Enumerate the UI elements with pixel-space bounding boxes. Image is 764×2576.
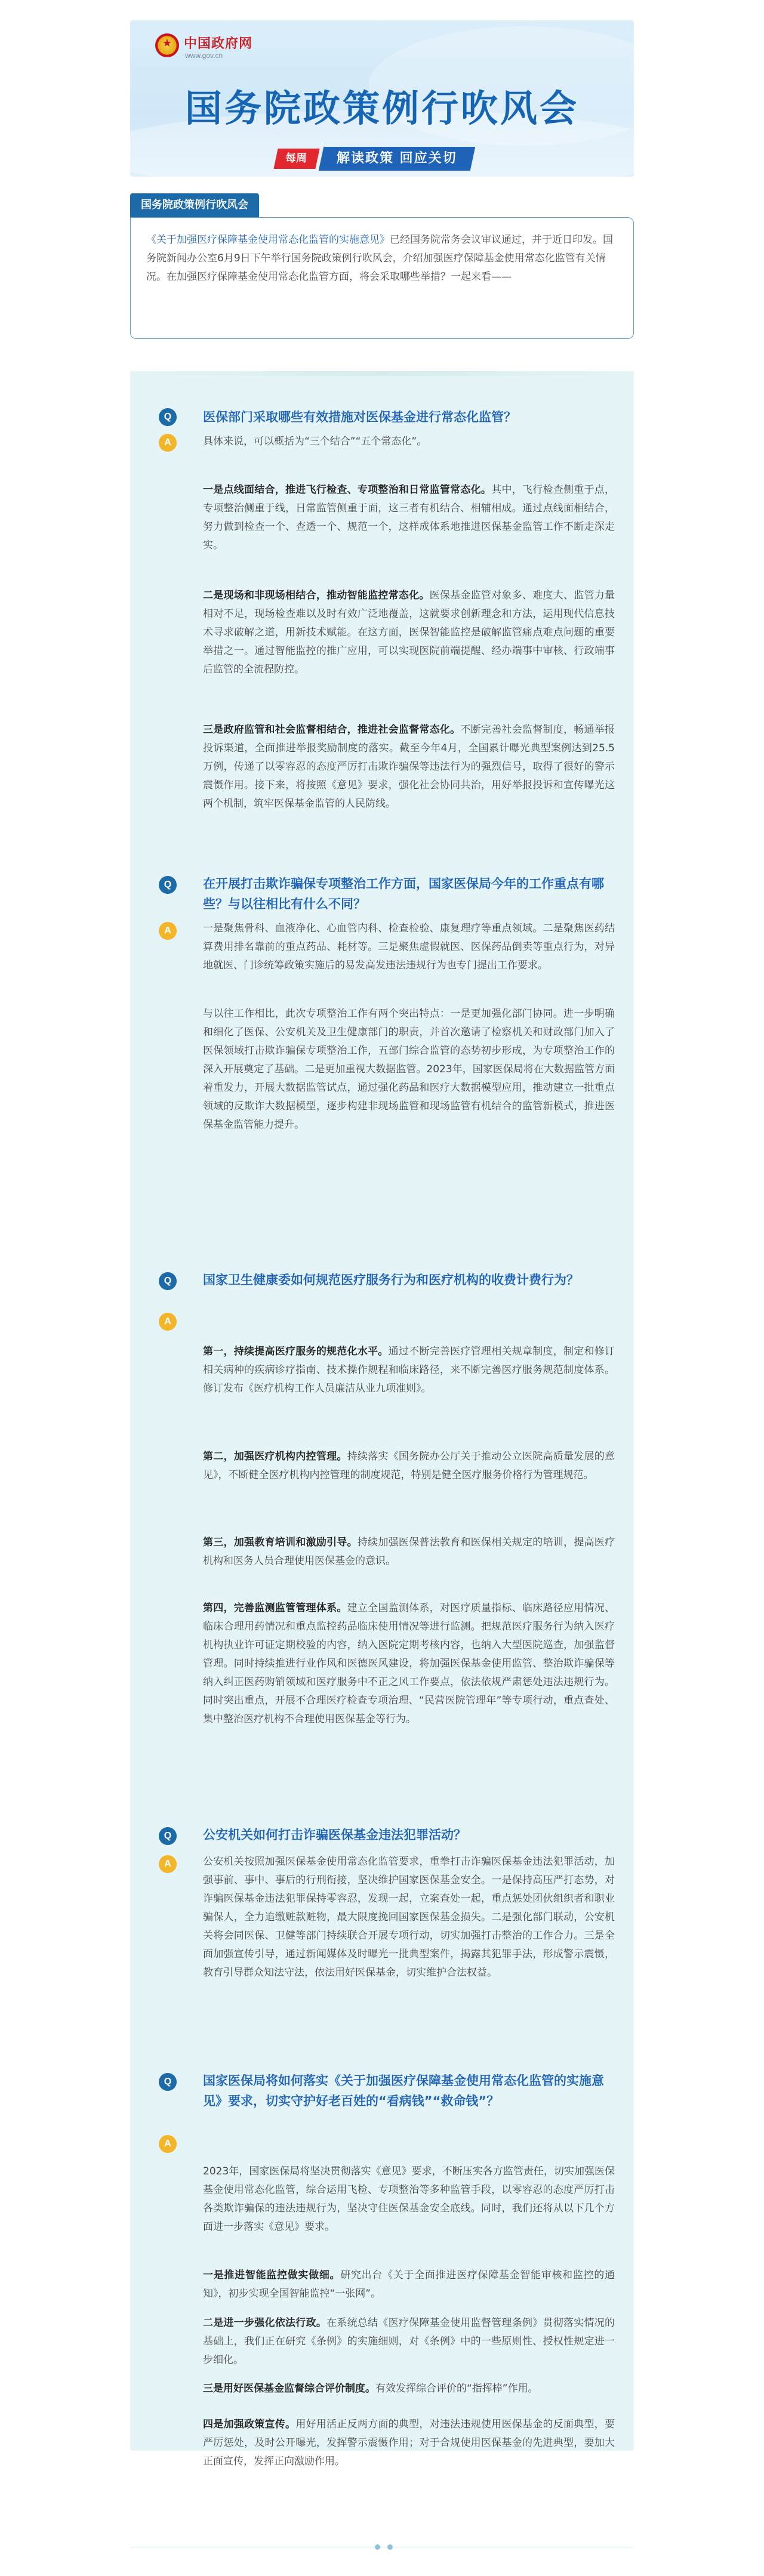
question-badge: Q [159,1272,177,1290]
answer-5-para-3: 二是进一步强化依法行政。在系统总结《医疗保障基金使用监督管理条例》贯彻落实情况的基础上，我们正在研究《条例》的实施细则，对《条例》中的一些原则性、授权性规定进一步细化。 [203,2317,615,2366]
weekly-tag: 每周 [273,149,319,169]
answer-5-para-5: 四是加强政策宣传。用好用活正反两方面的典型，对违法违规使用医保基金的反面典型，要严厉惩处，及时公开曝光，发挥警示震慑作用；对于合规使用医保基金的先进典型，要加大正面宣传，发挥正向激励作用。 [203,2418,615,2467]
question-3: 国家卫生健康委如何规范医疗服务行为和医疗机构的收费计费行为？ [203,1273,579,1287]
qa-panel [130,371,634,2451]
answer-4-para-1: 公安机关按照加强医保基金使用常态化监管要求，重拳打击诈骗医保基金违法犯罪活动，加强事前、事中、事后的行刑衔接，坚决维护国家医保基金安全。一是保持高压严打态势，对诈骗医保基金违法犯罪保持零容忍，发现一起，立案查处一起，重点惩处团伙组织者和职业骗保人，全力追缴赃款赃物，最大限度挽回国家医保基金损失。二是强化部门联动，公安机关将会同医保、卫健等部门持续联合开展专项行动，切实加强打击整治的工作合力。三是全面加强宣传引导，通过新闻媒体及时曝光一批典型案件，揭露其犯罪手法，形成警示震慑，教育引导群众知法守法，依法用好医保基金，切实维护合法权益。 [203,1856,615,1979]
answer-3-para-1: 第一，持续提高医疗服务的规范化水平。通过不断完善医疗管理相关规章制度，制定和修订相关病种的疾病诊疗指南、技术操作规程和临床路径，来不断完善医疗服务规范制度体系。修订发布《医疗机构工作人员廉洁从业九项准则》。 [203,1346,615,1395]
answer-badge: A [159,434,177,452]
footer-dots-icon [375,2543,393,2552]
answer-5-para-1: 2023年，国家医保局将坚决贯彻落实《意见》要求，不断压实各方监管责任，切实加强医保基金使用常态化监管，综合运用飞检、专项整治等多种监管手段，以零容忍的态度严厉打击各类欺诈骗保的违法违规行为，坚决守住医保基金安全底线。同时，我们还将从以下几个方面进一步落实《意见》要求。 [203,2165,615,2233]
answer-5-para-4: 三是用好医保基金监督综合评价制度。有效发挥综合评价的“指挥棒”作用。 [203,2383,538,2395]
site-url[interactable]: www.gov.cn [185,51,223,60]
site-name[interactable]: 中国政府网 [184,36,253,51]
answer-2-para-2: 与以往工作相比，此次专项整治工作有两个突出特点：一是更加强化部门协同。进一步明确和细化了医保、公安机关及卫生健康部门的职责，并首次邀请了检察机关和财政部门加入了医保领域打击欺诈骗保专项整治工作，五部门综合监管的态势初步形成，为专项整治工作的深入开展奠定了基础。二是更加重视大数据监管。2023年，国家医保局将在大数据监管方面着重发力，开展大数据监管试点，通过强化药品和医疗大数据模型应用，推动建立一批重点领域的反欺诈大数据模型，逐步构建非现场监管和现场监管有机结合的监管新模式，推进医保基金监管能力提升。 [203,1008,615,1131]
answer-badge: A [159,1855,177,1873]
intro-label: 国务院政策例行吹风会 [130,193,259,217]
header-banner [130,20,634,177]
tagline [276,147,473,171]
question-badge: Q [159,408,177,426]
answer-5-para-2: 一是推进智能监控做实做细。研究出台《关于全面推进医疗保障基金智能审核和监控的通知》，初步实现全国智能监控“一张网”。 [203,2269,615,2300]
question-badge: Q [159,876,177,894]
slogan-tag: 解读政策 回应关切 [319,147,475,171]
page-title: 国务院政策例行吹风会 [184,88,579,129]
question-4: 公安机关如何打击诈骗医保基金违法犯罪活动？ [203,1828,466,1842]
answer-2-para-1: 一是聚焦骨科、血液净化、心血管内科、检查检验、康复理疗等重点领域。二是聚焦医药结算费用排名靠前的重点药品、耗材等。三是聚焦虚假就医、医保药品倒卖等重点行为，对异地就医、门诊统筹政策实施后的易发高发违法违规行为也专门提出工作要求。 [203,923,615,971]
answer-badge: A [159,1313,177,1331]
answer-1-para-2: 二是现场和非现场相结合，推动智能监控常态化。医保基金监管对象多、难度大、监管力量相对不足，现场检查难以及时有效广泛地覆盖，这就要求创新理念和方法，运用现代信息技术寻求破解之道，用新技术赋能。在这方面，医保智能监控是破解监管痛点难点问题的重要举措之一。通过智能监控的推广应用，可以实现医院前端提醒、经办端事中审核、行政端事后监管的全流程防控。 [203,590,615,675]
national-emblem-icon [155,33,179,57]
question-badge: Q [159,2073,177,2091]
question-2: 在开展打击欺诈骗保专项整治工作方面，国家医保局今年的工作重点有哪些？与以往相比有什么不同？ [203,877,604,911]
intro-box [130,217,634,339]
intro-text: 已经国务院常务会议审议通过，并于近日印发。国务院新闻办公室6月9日下午举行国务院政策例行吹风会，介绍加强医疗保障基金使用常态化监管有关情况。在加强医疗保障基金使用常态化监管方面，将会采取哪些举措？一起来看—— [146,234,613,283]
answer-1-para-3: 三是政府监管和社会监督相结合，推进社会监督常态化。不断完善社会监督制度，畅通举报投诉渠道，全面推进举报奖励制度的落实。截至今年4月，全国累计曝光典型案例达到25.5万例，传递了以零容忍的态度严厉打击欺诈骗保等违法行为的强烈信号，取得了很好的警示震慑作用。接下来，将按照《意见》要求，强化社会协同共治，用好举报投诉和宣传曝光这两个机制，筑牢医保基金监管的人民防线。 [203,724,615,810]
question-badge: Q [159,1827,177,1845]
answer-3-para-3: 第三，加强教育培训和激励引导。持续加强医保普法教育和医保相关规定的培训，提高医疗机构和医务人员合理使用医保基金的意识。 [203,1537,615,1567]
question-1: 医保部门采取哪些有效措施对医保基金进行常态化监管？ [203,410,516,424]
answer-badge: A [159,2135,177,2153]
answer-3-para-2: 第二，加强医疗机构内控管理。持续落实《国务院办公厅关于推动公立医院高质量发展的意见》，不断健全医疗机构内控管理的制度规范，特别是健全医疗服务价格行为管理规范。 [203,1451,615,1481]
answer-1-para-1: 一是点线面结合，推进飞行检查、专项整治和日常监管常态化。其中，飞行检查侧重于点，专项整治侧重于线，日常监管侧重于面，这三者有机结合、相辅相成。通过点线面相结合，努力做到检查一个、查透一个、规范一个，这样成体系地推进医保基金监管工作不断走深走实。 [203,484,615,551]
policy-link[interactable]: 《关于加强医疗保障基金使用常态化监管的实施意见》 [146,234,390,246]
answer-badge: A [159,922,177,940]
answer-3-para-4: 第四，完善监测监管管理体系。建立全国监测体系，对医疗质量指标、临床路径应用情况、临床合理用药情况和重点监控药品临床使用情况等进行监测。把规范医疗服务行为纳入医疗机构执业许可证定期校验的内容，纳入医院定期考核内容，也纳入大型医院巡查，加强监督管理。同时持续推进行业作风和医德医风建设，将加强医保基金使用监管、整治欺诈骗保等纳入纠正医药购销领域和医疗服务中不正之风工作要点，依法依规严肃惩处违法违规行为。同时突出重点，开展不合理医疗检查专项治理、“民营医院管理年”等专项行动，重点查处、集中整治医疗机构不合理使用医保基金等行为。 [203,1602,615,1725]
answer-1-lead: 具体来说，可以概括为“三个结合”“五个常态化”。 [203,436,427,448]
question-5: 国家医保局将如何落实《关于加强医疗保障基金使用常态化监管的实施意见》要求，切实守护好老百姓的“看病钱”“救命钱”？ [203,2074,604,2108]
